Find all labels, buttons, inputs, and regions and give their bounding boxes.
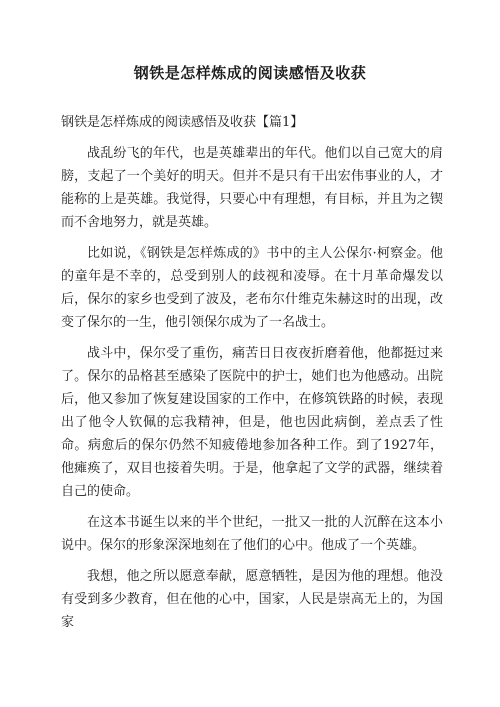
document-title: 钢铁是怎样炼成的阅读感悟及收获 (133, 64, 367, 82)
section-heading: 钢铁是怎样炼成的阅读感悟及收获【篇1】 (61, 115, 304, 130)
paragraph-2: 比如说，《钢铁是怎样炼成的》书中的主人公保尔·柯察金。他的童年是不幸的，总受到别人的歧视和凌辱。在十月革命爆发以后，保尔的家乡也受到了波及，老布尔什维克朱赫这时的出现，改变了保尔的一生，他引领保尔成为了一名战士。 (61, 246, 443, 330)
paragraph-1: 战乱纷飞的年代，也是英雄辈出的年代。他们以自己宽大的肩膀，支起了一个美好的明天。但并不是只有干出宏伟事业的人，才能称的上是英雄。我觉得，只要心中有理想，有目标，并且为之锲而不舍地努力，就是英雄。 (61, 146, 443, 230)
paragraph-5: 我想，他之所以愿意奉献，愿意牺牲，是因为他的理想。他没有受到多少教育，但在他的心中，国家，人民是崇高无上的，为国家 (61, 569, 443, 630)
paragraph-4: 在这本书诞生以来的半个世纪，一批又一批的人沉醉在这本小说中。保尔的形象深深地刻在了他们的心中。他成了一个英雄。 (61, 515, 443, 553)
paragraph-3: 战斗中，保尔受了重伤，痛苦日日夜夜折磨着他，他都挺过来了。保尔的品格甚至感染了医院中的护士，她们也为他感动。出院后，他又参加了恢复建设国家的工作中，在修筑铁路的时候，表现出了他令人钦佩的忘我精神，但是，他也因此病倒，差点丢了性命。病愈后的保尔仍然不知疲倦地参加各种工作。到了1927年，他瘫痪了，双目也接着失明。于是，他拿起了文学的武器，继续着自己的使命。 (61, 346, 443, 499)
document-body (61, 112, 443, 642)
